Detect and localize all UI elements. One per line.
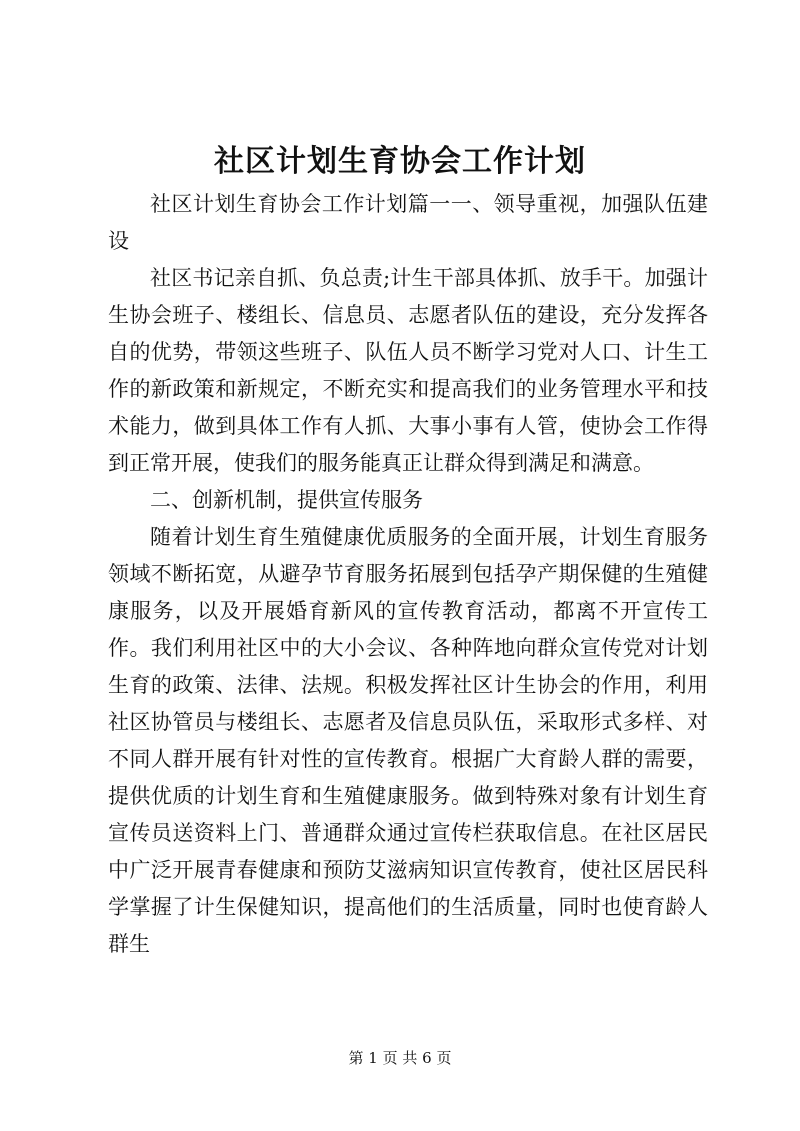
paragraph-publicity: 随着计划生育生殖健康优质服务的全面开展，计划生育服务领域不断拓宽，从避孕节育服务拓展到包括孕产期保健的生殖健康服务，以及开展婚育新风的宣传教育活动，都离不开宣传工作。我们利用社区中的大小会议、各种阵地向群众宣传党对计划生育的政策、法律、法规。积极发挥社区计生协会的作用，利用社区协管员与楼组长、志愿者及信息员队伍，采取形式多样、对不同人群开展有针对性的宣传教育。根据广大育龄人群的需要，提供优质的计划生育和生殖健康服务。做到特殊对象有计划生育宣传员送资料上门、普通群众通过宣传栏获取信息。在社区居民中广泛开展青春健康和预防艾滋病知识宣传教育，使社区居民科学掌握了计生保健知识，提高他们的生活质量，同时也使育龄人群生 [108, 525, 708, 956]
page-footer: 第 1 页 共 6 页 [348, 1049, 452, 1067]
document-title: 社区计划生育协会工作计划 [214, 144, 586, 179]
document-body [108, 186, 708, 963]
paragraph-intro: 社区计划生育协会工作计划篇一一、领导重视，加强队伍建设 [108, 192, 708, 253]
section-heading-innovation: 二、创新机制，提供宣传服务 [150, 488, 423, 512]
paragraph-leadership: 社区书记亲自抓、负总责;计生干部具体抓、放手干。加强计生协会班子、楼组长、信息员、志愿者队伍的建设，充分发挥各自的优势，带领这些班子、队伍人员不断学习党对人口、计生工作的新政策和新规定，不断充实和提高我们的业务管理水平和技术能力，做到具体工作有人抓、大事小事有人管，使协会工作得到正常开展，使我们的服务能真正让群众得到满足和满意。 [108, 266, 708, 475]
